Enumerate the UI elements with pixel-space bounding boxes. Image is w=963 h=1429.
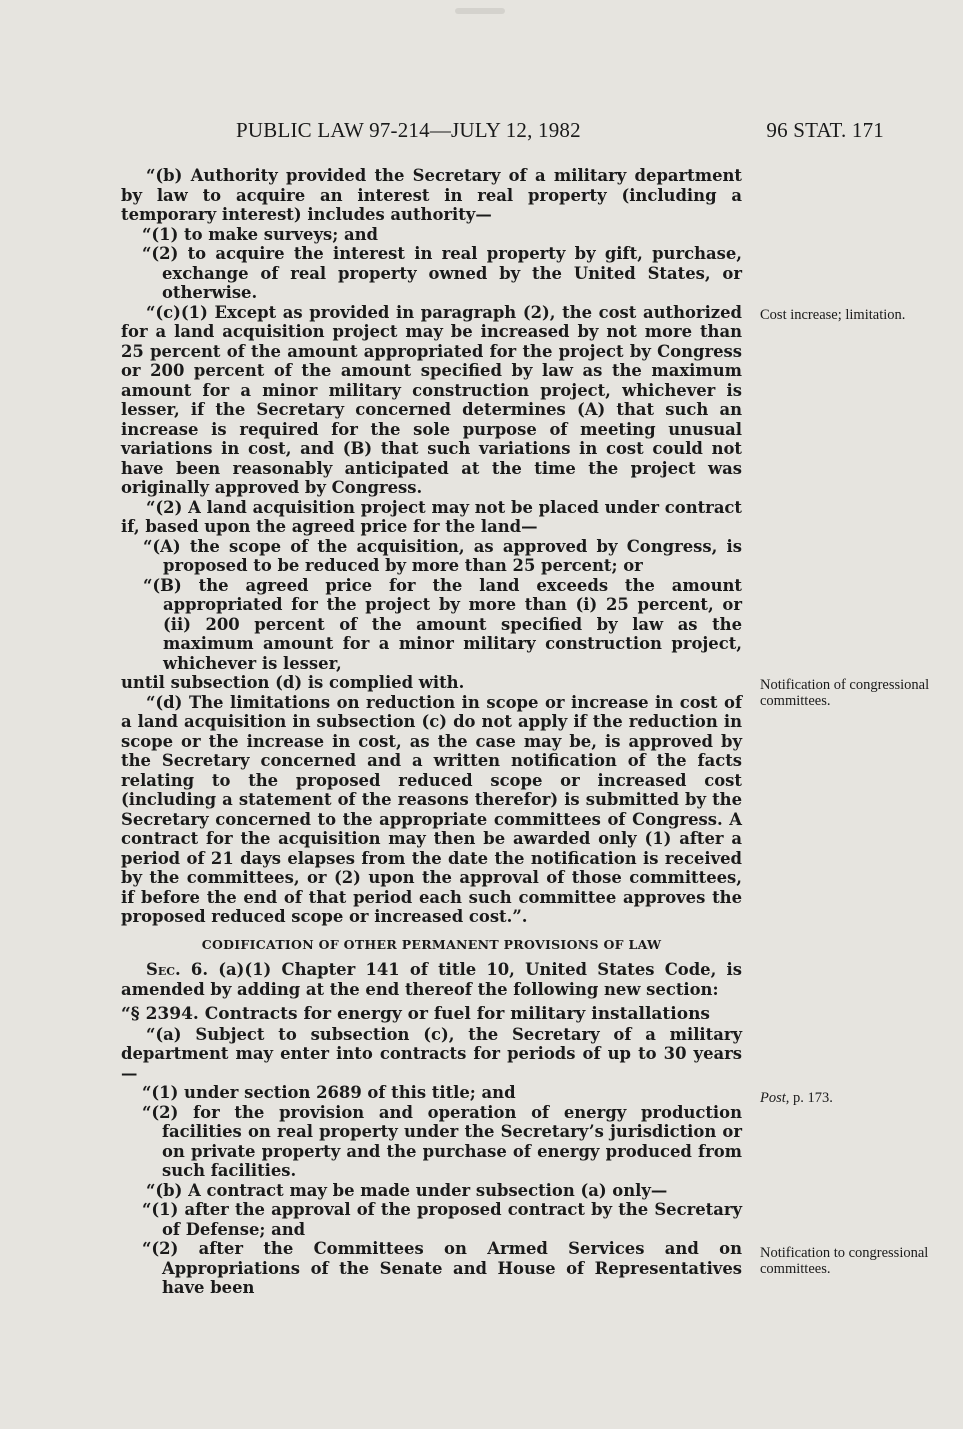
paragraph-b-1: “(1) to make surveys; and [142, 224, 378, 244]
body-text [121, 166, 742, 1298]
header-stat-page: 96 STAT. 171 [766, 118, 884, 142]
paragraph-new-a-2: “(2) for the provision and operation of energy production facilities on real property under the Secretary’s jurisdiction or on private property and the purchase of energy produced from such facilities. [142, 1102, 742, 1180]
paragraph-new-b: “(b) A contract may be made under subsection (a) only— [146, 1180, 668, 1200]
paragraph-c-2-a: “(A) the scope of the acquisition, as approved by Congress, is proposed to be reduced by more than 25 percent; or [143, 536, 742, 575]
margin-note-post-ref [760, 1090, 960, 1106]
section-6-text: 6. (a)(1) Chapter 141 of title 10, United States Code, is amended by adding at the end thereof the following new section: [121, 960, 742, 999]
paragraph-new-a-1: “(1) under section 2689 of this title; and [142, 1083, 516, 1102]
section-heading: CODIFICATION OF OTHER PERMANENT PROVISIONS OF LAW [201, 936, 662, 952]
section-6-intro [121, 960, 742, 999]
paragraph-new-a: “(a) Subject to subsection (c), the Secretary of a military department may enter into contracts for periods of up to 30 years— [121, 1024, 742, 1083]
margin-note-notification-2: Notification to congressional committees. [760, 1245, 929, 1277]
sec-label: Sec. [146, 960, 181, 979]
scan-mark [455, 8, 505, 14]
post-page: p. 173. [789, 1090, 833, 1106]
paragraph-b: “(b) Authority provided the Secretary of a military department by law to acquire an interest in real property (including a temporary interest) includes authority— [121, 166, 742, 224]
paragraph-b-2: “(2) to acquire the interest in real property by gift, purchase, exchange of real property owned by the United States, or otherwise. [142, 244, 742, 302]
header-title: PUBLIC LAW 97-214—JULY 12, 1982 [236, 118, 581, 142]
paragraph-d: “(d) The limitations on reduction in scope or increase in cost of a land acquisition in subsection (c) do not apply if the reduction in scope or the increase in cost, as the case may be, is approved by the Secretary concerned and a written notification of the facts relating to the proposed reduced scope or increased cost (including a statement of the reasons therefor) is submitted by the Secretary concerned to the appropriate committees of Congress. A contract for the acquisition may then be awarded only (1) after a period of 21 days elapses from the date the notification is received by the committees, or (2) upon the approval of those committees, if before the end of that period each such committee approves the proposed reduced scope or increased cost.”. [121, 692, 742, 926]
paragraph-c-2-b: “(B) the agreed price for the land exceeds the amount appropriated for the project by more than (i) 25 percent, or (ii) 200 percent of the amount specified by law as the maximum amount for a minor military construction project, whichever is lesser, [143, 575, 742, 673]
paragraph-c-2-tail: until subsection (d) is complied with. [121, 673, 465, 692]
paragraph-new-b-2: “(2) after the Committees on Armed Services and on Appropriations of the Senate and House of Representatives have been [142, 1239, 742, 1297]
post-label: Post, [760, 1090, 790, 1106]
margin-note-cost-increase: Cost increase; limitation. [760, 307, 906, 323]
margin-note-notification-1: Notification of congressional committees. [760, 677, 930, 709]
paragraph-c-2: “(2) A land acquisition project may not be placed under contract if, based upon the agreed price for the land— [121, 497, 742, 536]
new-section-title: “§ 2394. Contracts for energy or fuel for military installations [121, 1004, 710, 1024]
paragraph-new-b-1: “(1) after the approval of the proposed contract by the Secretary of Defense; and [142, 1200, 742, 1239]
paragraph-c-1: “(c)(1) Except as provided in paragraph (2), the cost authorized for a land acquisition project may be increased by not more than 25 percent of the amount appropriated for the project by Congress or 200 percent of the amount specified by law as the maximum amount for a minor military construction project, whichever is lesser, if the Secretary concerned determines (A) that such an increase is required for the sole purpose of meeting unusual variations in cost, and (B) that such variations in cost could not have been reasonably anticipated at the time the project was originally approved by Congress. [121, 302, 742, 497]
